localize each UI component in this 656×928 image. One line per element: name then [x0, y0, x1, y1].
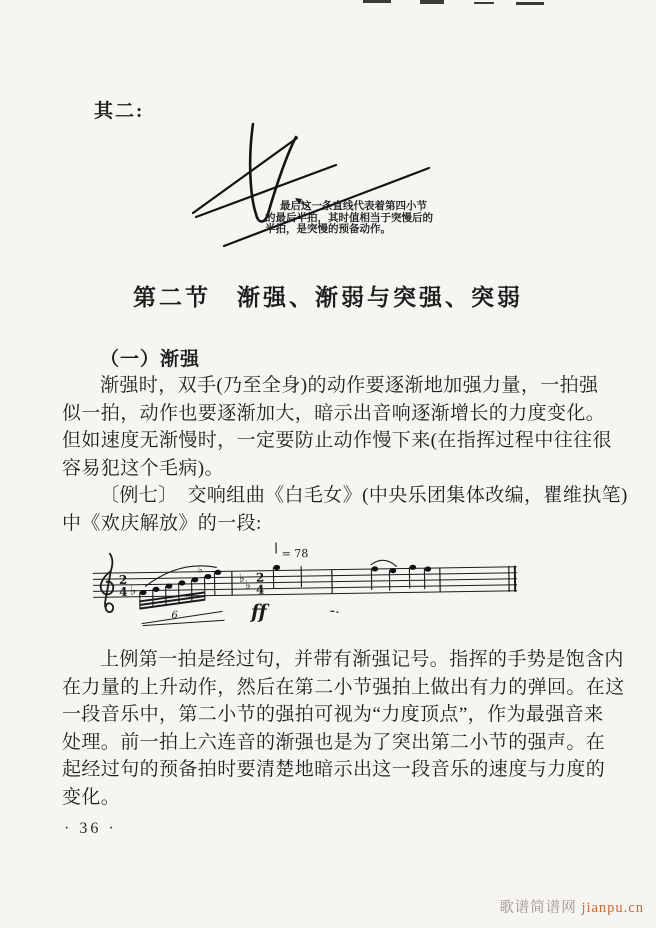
meter-change-top: 2: [255, 570, 265, 585]
slur: [371, 560, 397, 567]
flat-icon: ♭: [244, 577, 251, 592]
body-line: 渐强时，双手(乃至全身)的动作要逐渐地加强力量，一拍强: [100, 375, 599, 396]
body-line: 〔例七〕 交响组曲《白毛女》(中央乐团集体改编，瞿维执笔): [100, 485, 628, 506]
tempo-marking: [269, 542, 276, 556]
scan-artifact: [363, 0, 391, 3]
body-line: 容易犯这个毛病)。: [62, 457, 224, 479]
meter-change-bottom: 4: [256, 582, 265, 597]
tempo-text: = 78: [281, 546, 309, 561]
beams: [139, 592, 205, 608]
tuplet-number: 6: [171, 610, 178, 622]
time-signature-bottom: 4: [119, 584, 128, 599]
scan-dots: [330, 611, 338, 614]
watermark: [499, 896, 644, 917]
item-marker: 其二:: [94, 101, 145, 122]
scan-artifact: [474, 2, 494, 4]
subsection-title: （一）渐强: [100, 349, 201, 370]
body-line: 一段音乐中，第二小节的强拍可视为“力度顶点”，作为最强音来: [62, 704, 604, 725]
body-line: 上例第一拍是经过句，并带有渐强记号。指挥的手势是饱含内: [100, 649, 624, 670]
treble-clef-icon: [100, 553, 113, 612]
flat-icon: ♭: [197, 564, 203, 576]
body-line: 起经过句的预备拍时要清楚地暗示出这一段音乐的速度与力度的: [62, 759, 606, 780]
watermark-site-name: 歌谱简谱网: [499, 900, 577, 916]
flat-icon: ♭: [130, 583, 137, 599]
paragraph: [62, 372, 612, 482]
body-line: 似一拍，动作也要逐渐加大，暗示出音响逐渐增长的力度变化。: [62, 402, 606, 424]
dynamic-marking: ff: [251, 601, 267, 623]
paragraph: [62, 482, 628, 537]
body-line: 处理。前一拍上六连音的渐强也是为了突出第二小节的强声。在: [62, 731, 606, 753]
body-line: 中《欢庆解放》的一段:: [62, 512, 262, 534]
annotation-line: 半拍，是突慢的预备动作。: [265, 224, 391, 235]
body-line: 但如速度无渐慢时，一定要防止动作慢下来(在指挥过程中往往很: [62, 430, 612, 451]
scan-artifact: [420, 0, 444, 4]
paragraph: [62, 646, 625, 811]
body-line: 在力量的上升动作，然后在第二小节强拍上做出有力的弹回。在这: [62, 676, 625, 698]
conducting-gesture-diagram: [150, 114, 470, 266]
sextuplet-notes: [139, 570, 221, 595]
time-signature-top: 2: [118, 572, 128, 587]
staff-lines: [93, 564, 517, 598]
music-example: [85, 540, 530, 644]
flat-icon: ♭: [238, 570, 245, 586]
watermark-site-url: jianpu.cn: [581, 900, 644, 916]
page-number: · 36 ·: [64, 820, 117, 837]
scan-artifact: [516, 2, 544, 5]
section-title: 第二节 渐强、渐弱与突强、突弱: [133, 285, 523, 310]
body-line: 变化。: [62, 786, 121, 808]
diagram-annotation: [265, 201, 455, 236]
annotation-line: 的最后半拍，其时值相当于突慢后的: [265, 212, 433, 224]
crescendo-hairpin: [141, 611, 224, 625]
annotation-line: 最后这一条直线代表着第四小节: [280, 201, 427, 212]
